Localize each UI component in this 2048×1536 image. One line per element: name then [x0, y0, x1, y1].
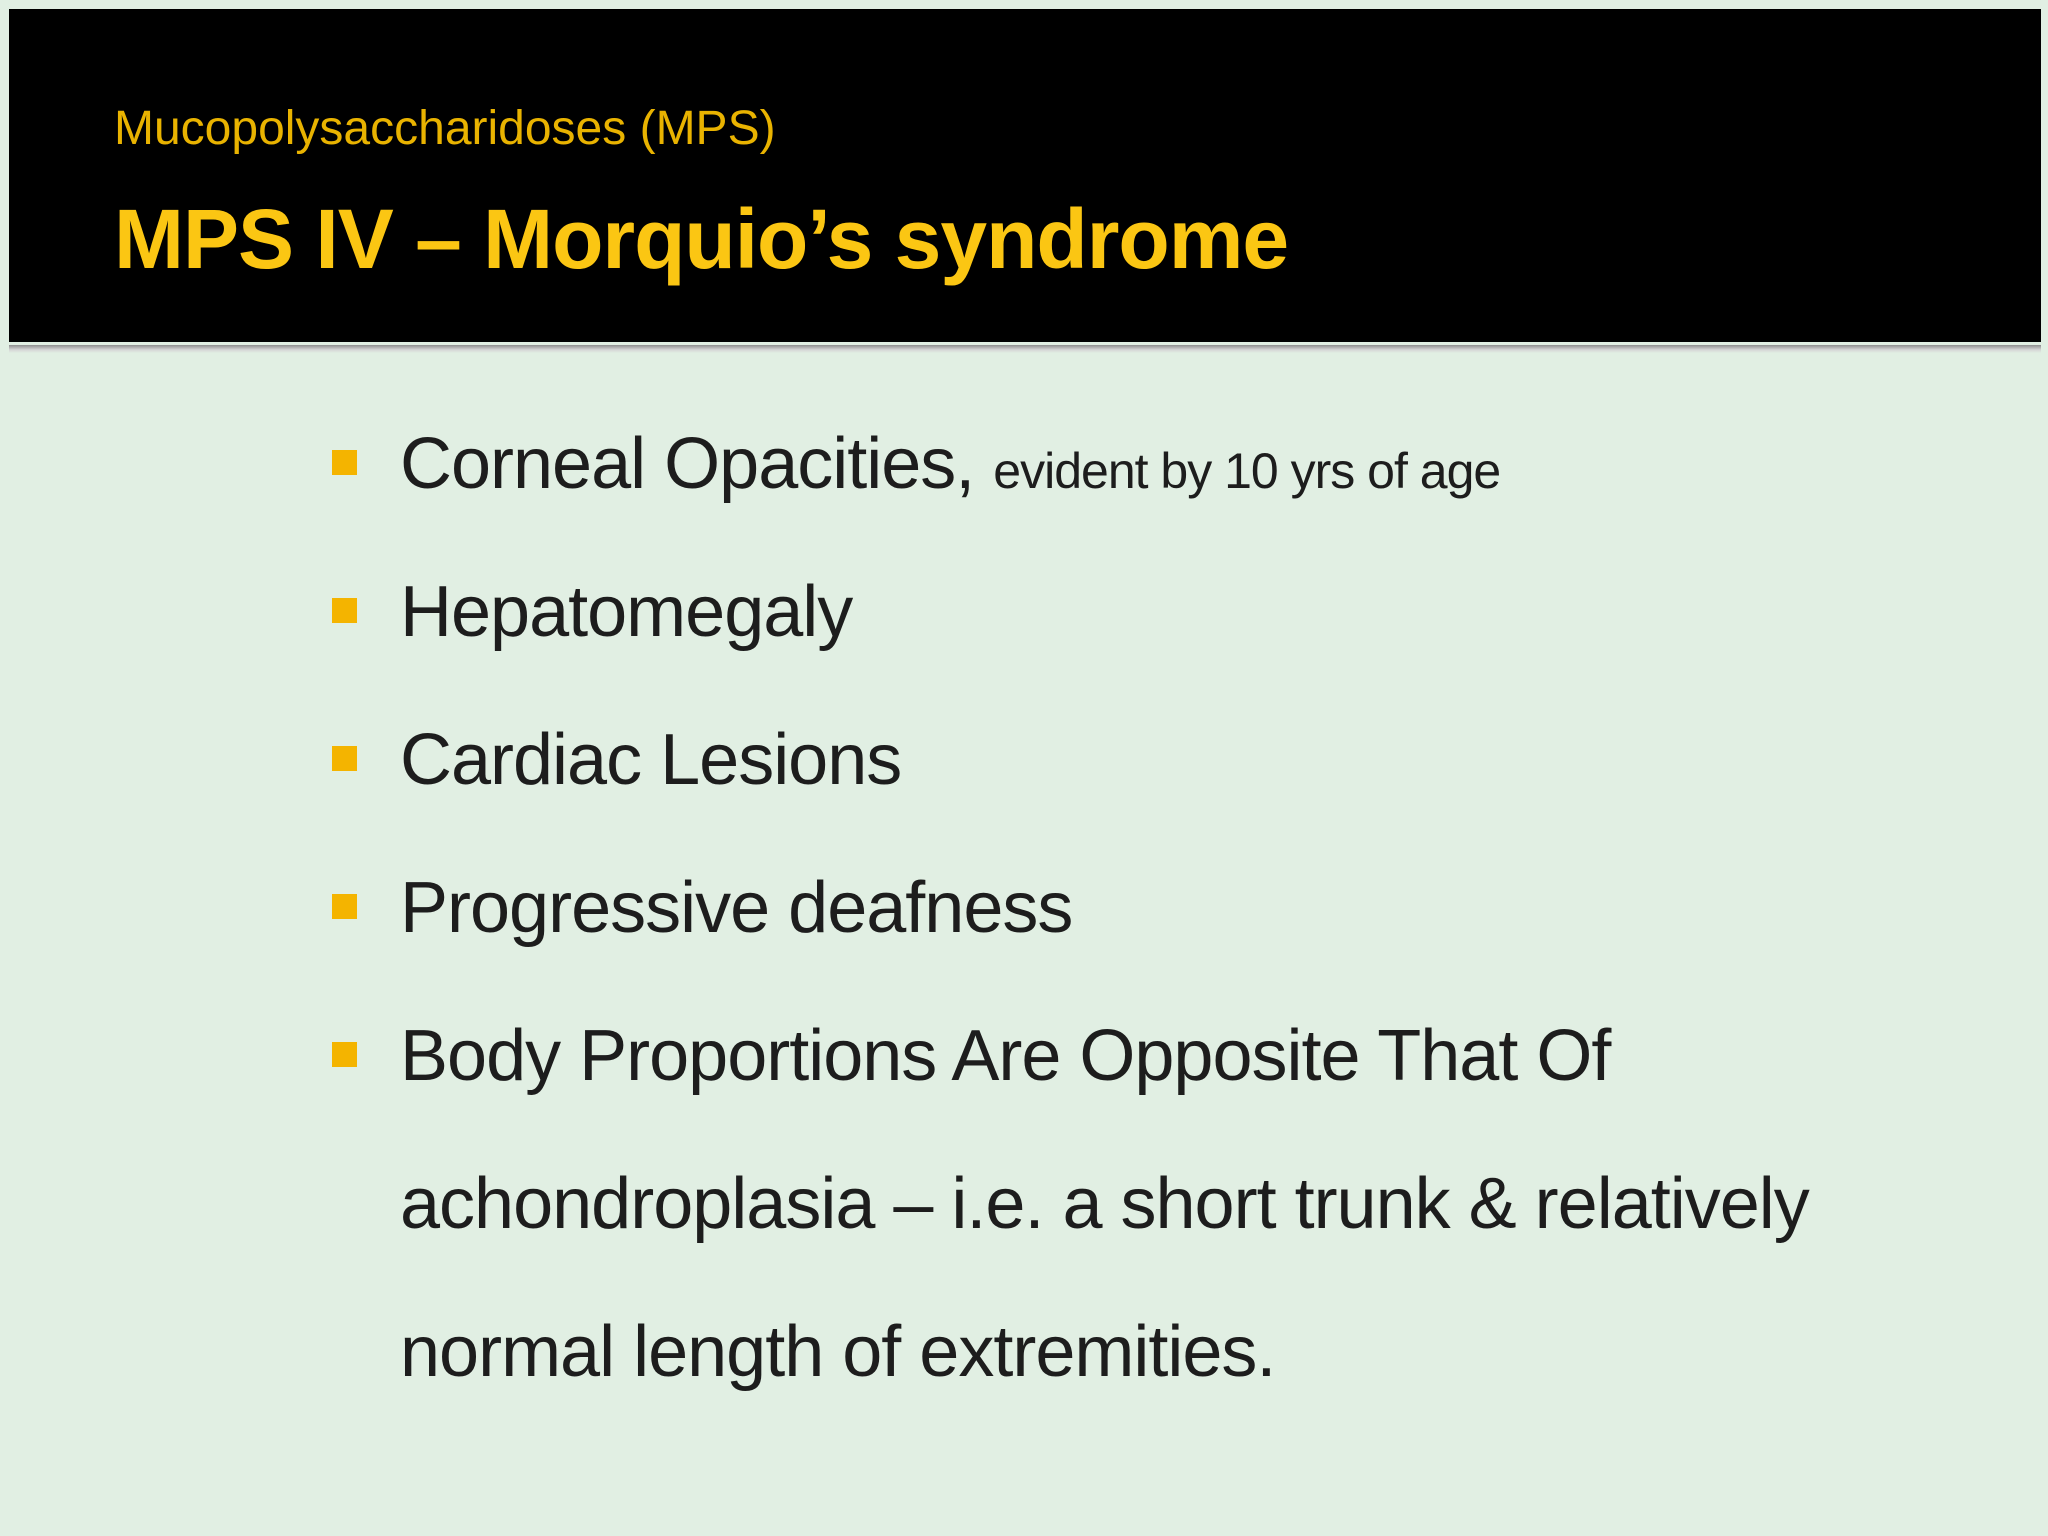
bullet-text: Cardiac Lesions — [400, 720, 902, 800]
slide-title: MPS IV – Morquio’s syndrome — [114, 192, 1289, 286]
square-bullet-icon — [332, 894, 357, 919]
bullet-note: evident by 10 yrs of age — [993, 443, 1501, 499]
bullet-text: Hepatomegaly — [400, 572, 853, 652]
square-bullet-icon — [332, 450, 357, 475]
bullet-line-2: achondroplasia – i.e. a short trunk & relatively — [400, 1164, 1809, 1244]
bullet-text: Progressive deafness — [400, 868, 1073, 948]
bullet-text — [400, 982, 1809, 1426]
bullet-text — [400, 390, 1500, 545]
bullet-main-text: Corneal Opacities, — [400, 424, 975, 504]
bullet-line-1: Body Proportions Are Opposite That Of — [400, 1016, 1611, 1096]
bullet-line-3: normal length of extremities. — [400, 1312, 1276, 1392]
square-bullet-icon — [332, 746, 357, 771]
square-bullet-icon — [332, 598, 357, 623]
square-bullet-icon — [332, 1042, 357, 1067]
slide-subtitle: Mucopolysaccharidoses (MPS) — [114, 102, 776, 155]
